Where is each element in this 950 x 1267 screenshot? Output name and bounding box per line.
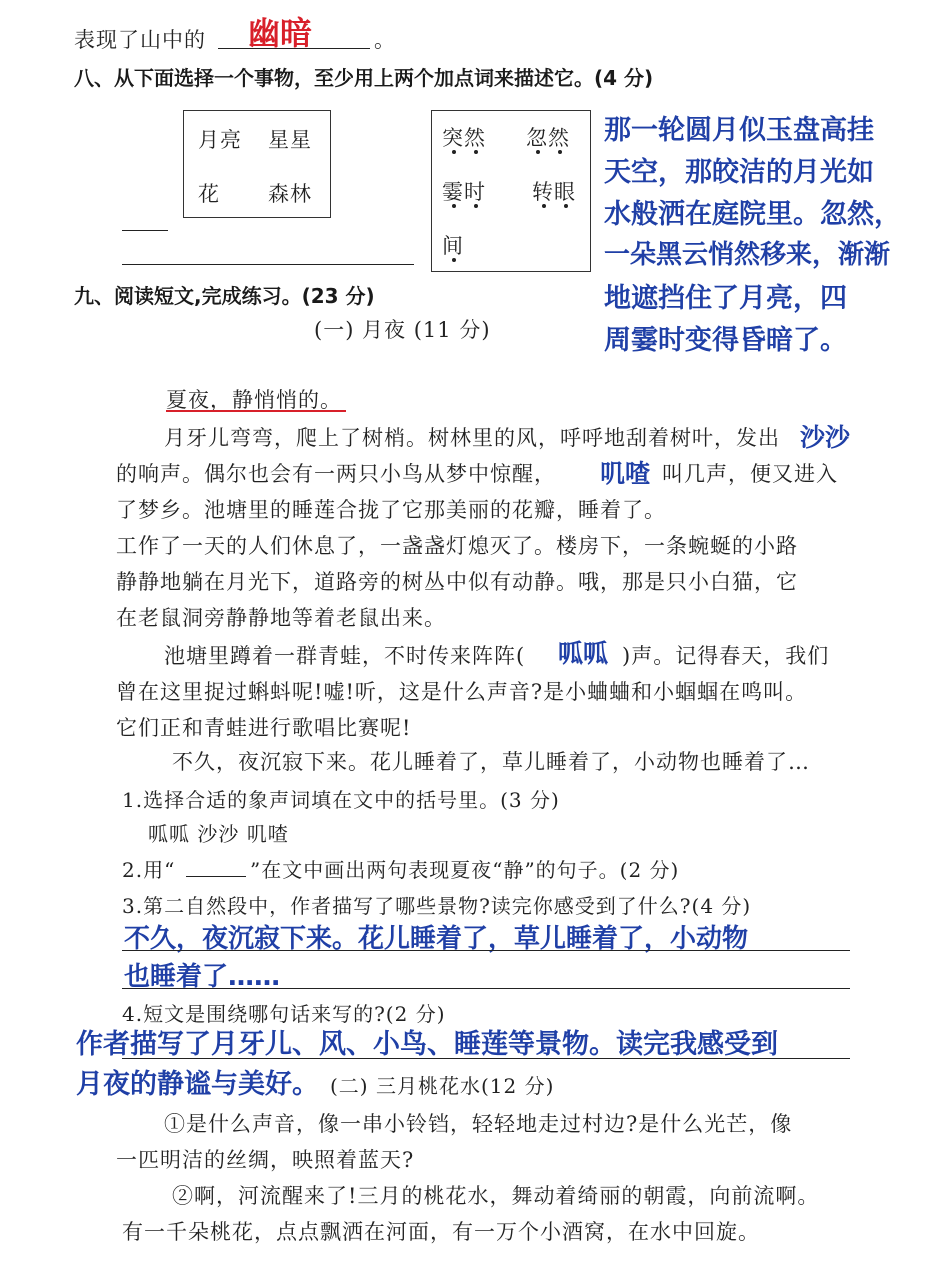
- emphasis-dot: [452, 204, 456, 208]
- line1-prefix: 表现了山中的: [74, 28, 206, 52]
- fill-guagua: 呱呱: [558, 639, 609, 668]
- answer-line: [122, 988, 850, 989]
- q8-answer-line: 地遮挡住了月亮，四: [604, 283, 847, 314]
- line1-answer: 幽暗: [248, 14, 313, 52]
- question-3: 3.第二自然段中，作者描写了哪些景物?读完你感受到了什么?(4 分): [122, 894, 752, 918]
- answer-blank-long: [122, 264, 414, 265]
- emphasis-dot: [542, 204, 546, 208]
- q8-answer-line: 天空，那皎洁的月光如: [604, 157, 874, 188]
- word-zhuanyan: 转眼: [532, 180, 576, 204]
- q8-title: 八、从下面选择一个事物，至少用上两个加点词来描述它。(4 分): [74, 66, 654, 90]
- q9-title: 九、阅读短文,完成练习。(23 分): [74, 284, 375, 308]
- red-underline: [166, 410, 346, 412]
- p4: 不久，夜沉寂下来。花儿睡着了，草儿睡着了，小动物也睡着了…: [172, 750, 810, 774]
- p3a-post: )声。记得春天，我们: [622, 644, 830, 668]
- thing-star: 星星: [268, 128, 312, 152]
- line1-suffix: 。: [374, 28, 396, 52]
- emphasis-dot: [474, 150, 478, 154]
- p2c: 在老鼠洞旁静静地等着老鼠出来。: [116, 606, 446, 630]
- fill-shasha: 沙沙: [800, 423, 851, 452]
- p1b-post: 叫几声，便又进入: [662, 462, 838, 486]
- answer-line: [122, 1058, 850, 1059]
- s1b: 一匹明洁的丝绸，映照着蓝天?: [116, 1148, 415, 1172]
- question-4: 4.短文是围绕哪句话来写的?(2 分): [122, 1002, 446, 1026]
- s1a: ①是什么声音，像一串小铃铛，轻轻地走过村边?是什么光芒，像: [164, 1112, 793, 1136]
- question-3-answer-line: 不久，夜沉寂下来。花儿睡着了，草儿睡着了，小动物: [124, 924, 749, 954]
- question-3-answer-line: 也睡着了……: [124, 962, 281, 992]
- q8-answer-line: 周霎时变得昏暗了。: [604, 325, 847, 356]
- word-huran: 忽然: [526, 126, 570, 150]
- word-turan: 突然: [442, 126, 486, 150]
- p3c: 它们正和青蛙进行歌唱比赛呢!: [116, 716, 412, 740]
- question-1: 1.选择合适的象声词填在文中的括号里。(3 分): [122, 788, 560, 812]
- question-2-post: ”在文中画出两句表现夏夜“静”的句子。(2 分): [250, 858, 680, 882]
- fill-jizha: 叽喳: [600, 459, 651, 488]
- question-2-pre: 2.用“: [122, 858, 176, 882]
- s2a: ②啊，河流醒来了!三月的桃花水，舞动着绮丽的朝霞，向前流啊。: [172, 1184, 820, 1208]
- thing-moon: 月亮: [198, 128, 242, 152]
- p3a-pre: 池塘里蹲着一群青蛙，不时传来阵阵(: [164, 644, 526, 668]
- q8-answer-line: 那一轮圆月似玉盘高挂: [604, 115, 874, 146]
- answer-line: [122, 950, 850, 951]
- question-4-answer-line: 月夜的静谧与美好。: [76, 1069, 319, 1100]
- answer-blank-short: [122, 230, 168, 231]
- word-jian: 间: [442, 234, 464, 258]
- s2b: 有一千朵桃花，点点飘洒在河面，有一万个小酒窝，在水中回旋。: [122, 1220, 760, 1244]
- emphasis-dot: [564, 204, 568, 208]
- question-2-blank: [186, 876, 246, 877]
- p3b: 曾在这里捉过蝌蚪呢!嘘!听，这是什么声音?是小蛐蛐和小蝈蝈在鸣叫。: [116, 680, 808, 704]
- passage1-title: (一) 月夜 (11 分): [314, 318, 491, 342]
- line1-blank: [218, 48, 370, 49]
- question-4-answer-line: 作者描写了月牙儿、风、小鸟、睡莲等景物。读完我感受到: [76, 1029, 778, 1060]
- emphasis-dot: [452, 150, 456, 154]
- p1c: 了梦乡。池塘里的睡莲合拢了它那美丽的花瓣，睡着了。: [116, 498, 666, 522]
- question-1-options: 呱呱 沙沙 叽喳: [148, 822, 289, 846]
- emphasis-dot: [474, 204, 478, 208]
- emphasis-dot: [536, 150, 540, 154]
- q8-answer-line: 一朵黑云悄然移来，渐渐: [604, 240, 891, 270]
- p2a: 工作了一天的人们休息了，一盏盏灯熄灭了。楼房下，一条蜿蜒的小路: [116, 534, 798, 558]
- emphasis-dot: [558, 150, 562, 154]
- p1b-pre: 的响声。偶尔也会有一两只小鸟从梦中惊醒，: [116, 462, 556, 486]
- thing-forest: 森林: [268, 182, 312, 206]
- passage2-title: (二) 三月桃花水(12 分): [330, 1074, 555, 1098]
- p2b: 静静地躺在月光下，道路旁的树丛中似有动静。哦，那是只小白猫，它: [116, 570, 798, 594]
- p1a: 月牙儿弯弯，爬上了树梢。树林里的风，呼呼地刮着树叶，发出: [164, 426, 780, 450]
- word-shashi: 霎时: [442, 180, 486, 204]
- thing-flower: 花: [198, 182, 220, 206]
- p0: 夏夜，静悄悄的。: [166, 388, 342, 412]
- emphasis-dot: [452, 258, 456, 262]
- q8-answer-line: 水般洒在庭院里。忽然，: [604, 199, 901, 230]
